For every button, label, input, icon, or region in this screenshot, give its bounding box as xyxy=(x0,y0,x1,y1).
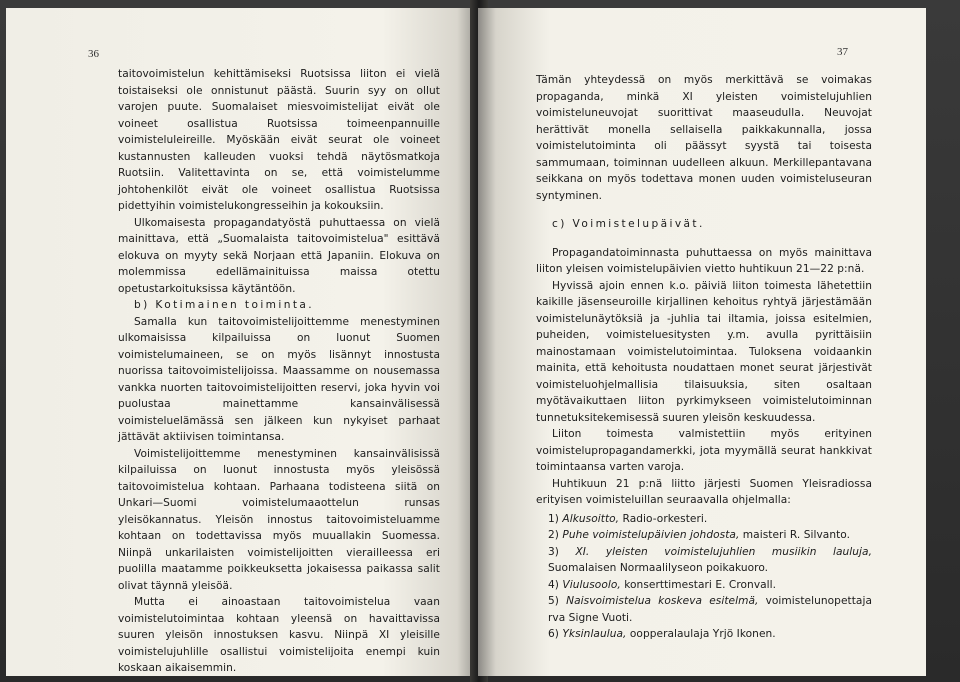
item-detail: maisteri R. Silvanto. xyxy=(739,529,851,541)
paragraph: Huhtikuun 21 p:nä liitto järjesti Suomen Yleisradiossa erityisen voimisteluillan seuraavalla ohjelmalla: xyxy=(536,477,872,506)
item-title: XI. yleisten voimistelujuhlien musiikin lauluja, xyxy=(575,545,872,558)
page-number-left: 36 xyxy=(88,48,99,60)
paragraph: Hyvissä ajoin ennen k.o. päiviä liiton toimesta lähetettiin kaikille jäsenseuroille kirjallinen kehoitus ryhtyä järjestämään voimistelunäytöksiä ja -juhlia tai iltamia, joissa esitelmien, puheiden, voimisteluesitysten y.m. avulla pyrittäisiin mainostamaan voimistelutoimintaa. Tuloksena voidaankin mainita, että kehoitusta noudattaen monet seurat järjestivät voimisteluohjelmallisia tilaisuuksia, siten osaltaan myötävaikuttaen liiton pyrkimykseen voimistelutoiminnan tunnetuksitekemisessä suuren yleisön keskuudessa. xyxy=(536,279,872,424)
paragraph: Voimistelijoittemme menestyminen kansainvälisissä kilpailuissa on luonut innostusta myös yleisössä taitovoimistelua kohtaan. Parhaana todisteena siitä on Unkari—Suomi voimistelumaaottelun runsas yleisökannatus. Yleisön innostus taitovoimisteluamme kohtaan on todettavissa myös muuallakin Suomessa. Niinpä unkarilaisten voimistelijoitten vierailleessa eri puolilla maatamme poikkeuksetta jokaisessa paikassa salit olivat täynnä yleisöä. xyxy=(118,447,440,592)
section-heading: c) Voimistelupäivät. xyxy=(552,218,705,230)
item-title: Alkusoitto, xyxy=(562,512,620,525)
item-title: Puhe voimistelupäivien johdosta, xyxy=(562,529,740,541)
section-heading: b) Kotimainen toiminta. xyxy=(134,299,315,311)
list-item xyxy=(536,527,872,544)
item-number: 3) xyxy=(548,545,559,558)
item-detail: voimistelunopettaja rva Signe Vuoti. xyxy=(548,595,872,624)
paragraph: Ulkomaisesta propagandatyöstä puhuttaessa on vielä mainittava, että „Suomalaista taitovoimistelua" esittävä elokuva on myyty sekä Norjaan että Japaniin. Elokuva on molemmissa edellämainituissa maissa otettu opetustarkoituksissa käytäntöön. xyxy=(118,216,440,295)
item-title: Naisvoimistelua koskeva esitelmä, xyxy=(566,595,759,607)
left-page-text xyxy=(118,66,440,676)
item-title: Viulusoolo, xyxy=(562,578,621,591)
item-detail: Radio-orkesteri. xyxy=(619,512,708,525)
paragraph: Mutta ei ainoastaan taitovoimistelua vaan voimistelutoimintaa kohtaan yleensä on havaittavissa suuren yleisön innostuksen kasvu. Niinpä XI yleisille voimistelujuhlille osallistui voimistelijoita enempi kuin koskaan aikaisemmin. xyxy=(118,596,440,674)
item-detail: oopperalaulaja Yrjö Ikonen. xyxy=(626,628,776,640)
right-page xyxy=(478,8,926,676)
paragraph: Tämän yhteydessä on myös merkittävä se voimakas propaganda, minkä XI yleisten voimistelujuhlien voimisteluneuvojat suorittivat maaseudulla. Neuvojat herättivät monella sellaisella paikkakunnalla, jossa voimistelutoiminta oli päässyt syystä tai toisesta sammumaan, toiminnan uudelleen alkuun. Merkillepantavana seikkana on myös todettava monen uuden voimisteluseuran syntyminen. xyxy=(536,74,872,202)
item-number: 5) xyxy=(548,595,559,607)
item-title: Yksinlaulua, xyxy=(562,628,627,640)
item-detail: konserttimestari E. Cronvall. xyxy=(620,578,777,591)
paragraph: Liiton toimesta valmistettiin myös erityinen voimistelupropagandamerkki, jota myymällä seurat hankkivat toimintaansa varten varoja. xyxy=(536,428,872,473)
left-page xyxy=(6,8,476,676)
paragraph: Propagandatoiminnasta puhuttaessa on myös mainittava liiton yleisen voimistelupäivien vietto huhtikuun 21—22 p:nä. xyxy=(536,246,872,275)
page-number-right: 37 xyxy=(837,46,848,58)
item-number: 1) xyxy=(548,512,559,525)
item-detail: Suomalaisen Normaalilyseon poikakuoro. xyxy=(548,562,769,574)
list-item xyxy=(536,626,872,643)
list-item xyxy=(536,511,872,528)
list-item xyxy=(536,593,872,626)
paragraph: Samalla kun taitovoimistelijoittemme menestyminen ulkomaisissa kilpailuissa on luonut Suomen voimistelumaineen, se on myös lisännyt innostusta nuorissa taitovoimistelijoissa. Maassamme on nousemassa vankka nuorten taitovoimistelijoitten reservi, joka hyvin voi puolustaa mainettamme kansainvälisessä voimisteluelämässä sen jälkeen kun nykyiset parhaat jättävät aktiivisen toimintansa. xyxy=(118,315,440,443)
item-number: 6) xyxy=(548,628,559,640)
radio-program-list xyxy=(536,511,872,643)
item-number: 4) xyxy=(548,578,559,591)
list-item xyxy=(536,544,872,577)
paragraph: taitovoimistelun kehittämiseksi Ruotsissa liiton ei vielä toistaiseksi ole onnistunut päästä. Suurin syy on ollut varojen puute. Suomalaiset miesvoimistelijat eivät ole voineet osallistua Ruotsissa toimeenpannuille voimisteluleireille. Myöskään eivät seurat ole voineet kustannusten kalleuden vuoksi tehdä näytösmatkoja Ruotsiin. Valitettavinta on se, että voimistelumme johtohenkilöt eivät ole voineet osallistua Ruotsissa pidettyihin voimistelukongresseihin ja kokouksiin. xyxy=(118,68,440,212)
item-number: 2) xyxy=(548,529,559,541)
right-page-text xyxy=(536,72,872,643)
list-item xyxy=(536,577,872,594)
